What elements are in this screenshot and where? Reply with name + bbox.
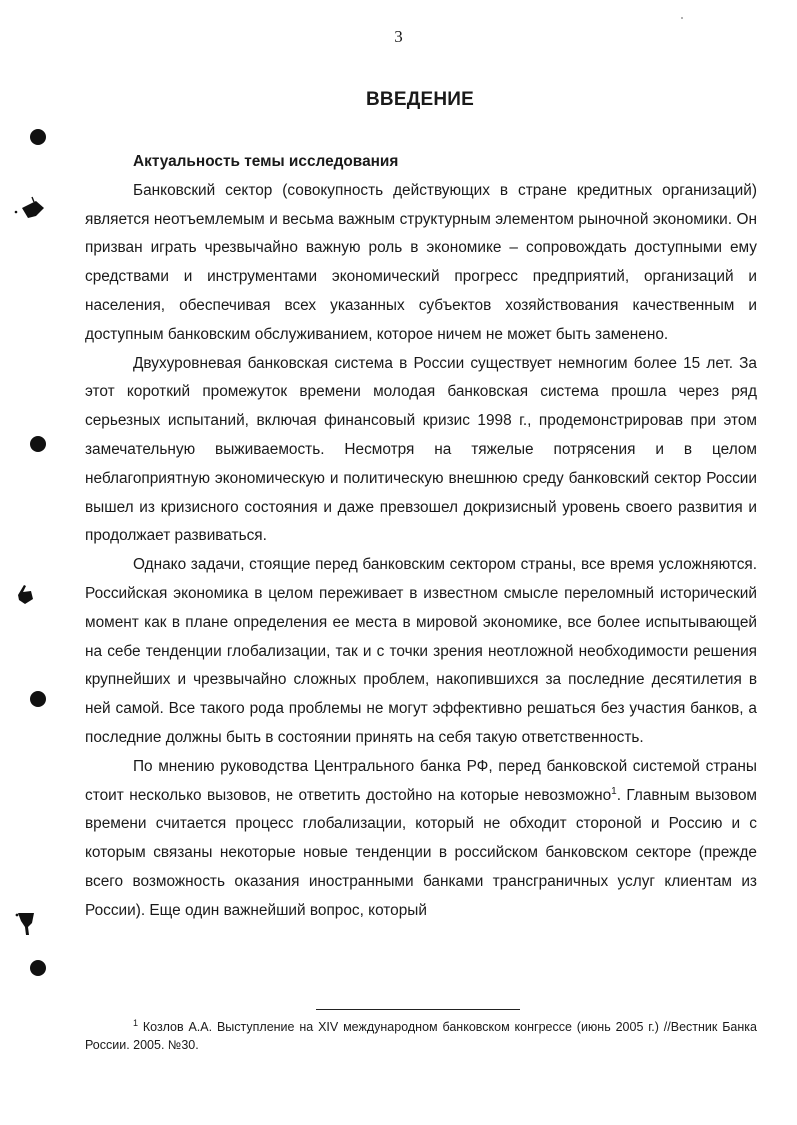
body-text	[85, 148, 757, 926]
paragraph-4-start: По мнению руководства Центрального банка РФ, перед банковской системой страны стоит несколько вызовов, не ответить достойно на которые невозможно	[85, 757, 757, 804]
paragraph-4-end: . Главным вызовом времени считается процесс глобализации, который не обходит стороной и Россию и с которым связаны некоторые новые тенденции в российском банковском секторе (прежде всего возможность оказания иностранными банками трансграничных услуг клиентам из России). Еще один важнейший вопрос, который	[85, 786, 757, 919]
footnote-text: Козлов А.А. Выступление на XIV международном банковском конгрессе (июнь 2005 г.) //Вестник Банка России. 2005. №30.	[85, 1020, 757, 1052]
scan-speck-1	[12, 196, 46, 224]
footnote-marker: 1	[133, 1017, 139, 1028]
scan-mark	[681, 17, 683, 19]
punch-hole-4	[30, 960, 46, 976]
footnote	[85, 1018, 757, 1054]
scan-speck-2	[14, 581, 38, 607]
paragraph-4	[85, 753, 757, 926]
footnote-divider	[316, 1009, 520, 1010]
paragraph-1: Банковский сектор (совокупность действующих в стране кредитных организаций) является неотъемлемым и весьма важным структурным элементом рыночной экономики. Он призван играть чрезвычайно важную роль в экономике – сопровождать доступными ему средствами и инструментами экономический прогресс предприятий, организаций и населения, обеспечивая всех указанных субъектов хозяйствования качественным и доступным банковским обслуживанием, которое ничем не может быть заменено.	[85, 181, 757, 343]
section-subheading: Актуальность темы исследования	[133, 153, 399, 170]
punch-hole-1	[30, 129, 46, 145]
punch-hole-2	[30, 436, 46, 452]
paragraph-3: Однако задачи, стоящие перед банковским сектором страны, все время усложняются. Российская экономика в целом переживает в известном смысле переломный исторический момент как в плане определения ее места в мировой экономике, все более испытывающей на себе тенденции глобализации, так и с точки зрения неотложной необходимости решения крупнейших и чрезвычайно сложных проблем, накопившихся за последние десятилетия в ней самой. Все такого рода проблемы не могут эффективно решаться без участия банков, а последние должны быть в состоянии принять на себя такую ответственность.	[85, 556, 757, 746]
footnote-reference: 1	[611, 785, 617, 797]
punch-hole-3	[30, 691, 46, 707]
paragraph-2: Двухуровневая банковская система в России существует немногим более 15 лет. За этот короткий промежуток времени молодая банковская система прошла через ряд серьезных испытаний, включая финансовый кризис 1998 г., продемонстрировав при этом замечательную выживаемость. Несмотря на тяжелые потрясения и в целом неблагоприятную экономическую и политическую внешнюю среду банковский сектор России вышел из кризисного состояния и даже превзошел докризисный уровень своего развития и продолжает развиваться.	[85, 354, 757, 545]
page-number: 3	[394, 27, 403, 46]
scan-speck-3	[14, 909, 40, 943]
page-title: ВВЕДЕНИЕ	[366, 89, 474, 110]
